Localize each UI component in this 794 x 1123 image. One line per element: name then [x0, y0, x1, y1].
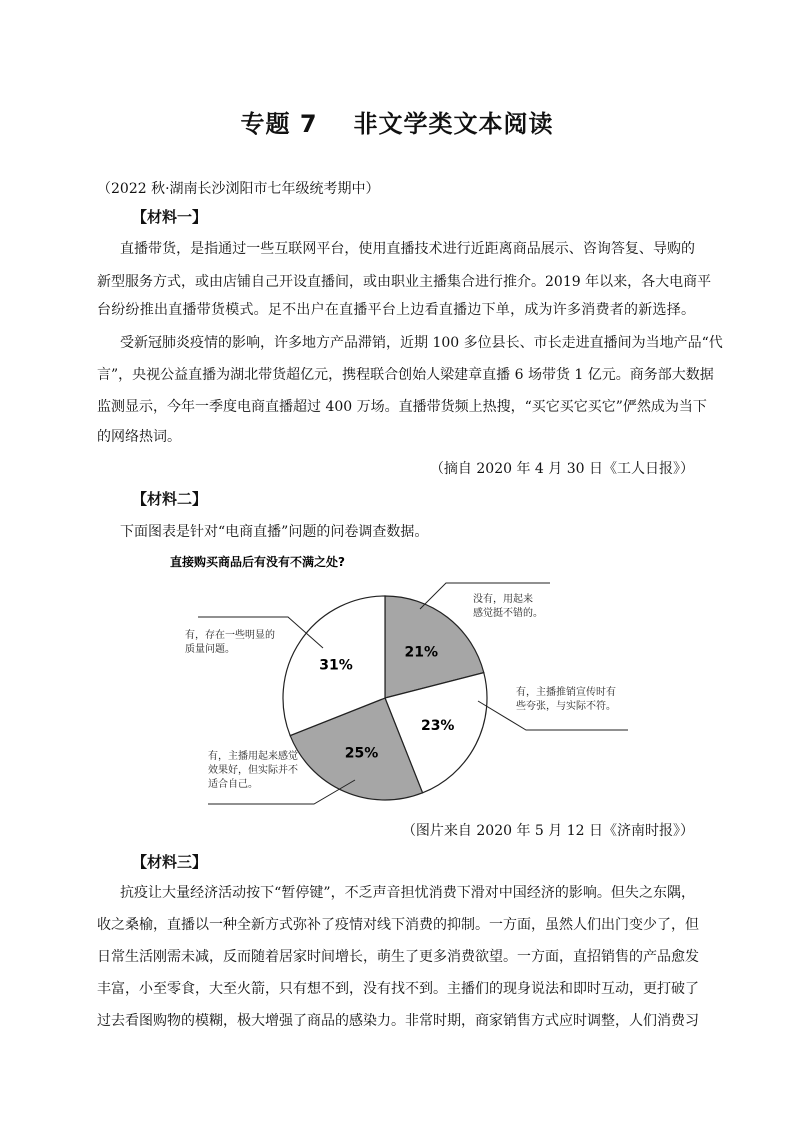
page-title [0, 104, 794, 139]
material2-heading: 【材料二】 [132, 490, 208, 508]
material3-para1-line1: 抗疫让大量经济活动按下“暂停键”，不乏声音担忧消费下滑对中国经济的影响。但失之东隅， [120, 885, 695, 901]
slice-label-31-line1: 有，存在一些明显的 [185, 630, 275, 641]
slice-label-23-line1: 有，主播推销宣传时有 [516, 687, 616, 698]
material3-para1-line4: 丰富，小至零食，大至火箭，只有想不到，没有找不到。主播们的现身说法和即时互动，更打破了 [97, 981, 699, 997]
slice-label-21-line2: 感觉挺不错的。 [473, 608, 543, 619]
material1-heading: 【材料一】 [132, 208, 208, 226]
material3-para1-line2: 收之桑榆，直播以一种全新方式弥补了疫情对线下消费的抑制。一方面，虽然人们出门变少了，但 [97, 917, 699, 933]
material1-para1-line1: 直播带货，是指通过一些互联网平台，使用直播技术进行近距离商品展示、咨询答复、导购的 [120, 241, 695, 257]
slice-label-31-line2: 质量问题。 [185, 644, 235, 655]
material1-para2-line3: 监测显示，今年一季度电商直播超过 400 万场。直播带货频上热搜，“买它买它买它”俨然成为当下 [97, 399, 707, 415]
material1-para2-line1: 受新冠肺炎疫情的影响，许多地方产品滞销，近期 100 多位县长、市长走进直播间为当地产品“代 [120, 335, 723, 351]
material3-heading: 【材料三】 [132, 853, 208, 871]
slice-label-25-line2: 效果好，但实际并不 [208, 765, 298, 776]
title-topic-number: 专题 7 [240, 110, 318, 138]
slice-label-23-line2: 些夸张，与实际不符。 [516, 701, 616, 712]
slice-value-23: 23% [420, 717, 455, 734]
slice-label-25-line1: 有，主播用起来感觉 [208, 751, 298, 762]
material1-para2-line2: 言”，央视公益直播为湖北带货超亿元，携程联合创始人梁建章直播 6 场带货 1 亿元。商务部大数据 [97, 367, 714, 383]
material1-citation: （摘自 2020 年 4 月 30 日《工人日报》） [429, 461, 694, 477]
material1-para1-line2: 新型服务方式，或由店铺自己开设直播间，或由职业主播集合进行推介。2019 年以来，各大电商平 [97, 274, 712, 290]
material1-para2-line4: 的网络热词。 [97, 429, 181, 445]
slice-value-31: 31% [319, 657, 353, 674]
chart-title: 直接购买商品后有没有不满之处? [170, 555, 345, 569]
material1-para1-line3: 台纷纷推出直播带货模式。足不出户在直播平台上边看直播边下单，成为许多消费者的新选择。 [97, 302, 695, 318]
slice-label-25-line3: 适合自己。 [208, 779, 258, 790]
material2-citation: （图片来自 2020 年 5 月 12 日《济南时报》） [401, 823, 694, 839]
title-topic-name: 非文学类文本阅读 [353, 110, 554, 138]
material3-para1-line3: 日常生活刚需未减，反而随着居家时间增长，萌生了更多消费欲望。一方面，直招销售的产品愈发 [97, 949, 699, 965]
slice-value-25: 25% [344, 745, 379, 762]
slice-value-21: 21% [404, 644, 439, 661]
material3-para1-line5: 过去看图购物的模糊，极大增强了商品的感染力。非常时期，商家销售方式应时调整，人们消费习 [97, 1013, 699, 1029]
pie-chart [168, 548, 616, 810]
source-note: （2022 秋·湖南长沙浏阳市七年级统考期中） [97, 181, 380, 197]
slice-label-21-line1: 没有，用起来 [473, 594, 533, 605]
material2-intro: 下面图表是针对“电商直播”问题的问卷调查数据。 [120, 524, 429, 540]
